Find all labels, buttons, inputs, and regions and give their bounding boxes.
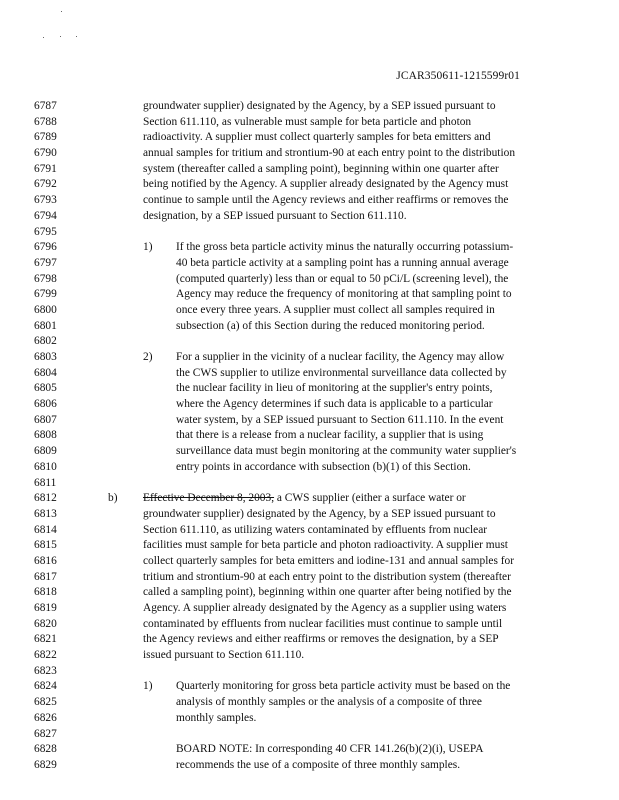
subsection-marker: 1)	[143, 241, 153, 254]
text-line	[0, 554, 619, 570]
line-number: 6829	[34, 758, 57, 771]
text-line	[0, 225, 619, 241]
text-line	[0, 413, 619, 429]
line-text	[176, 303, 495, 319]
line-number: 6822	[34, 649, 57, 662]
line-text	[143, 193, 508, 209]
line-body: groundwater supplier) designated by the Agency, by a SEP issued pursuant to	[143, 100, 496, 112]
scan-speck	[60, 36, 61, 37]
line-text	[143, 99, 496, 115]
line-number: 6789	[34, 131, 57, 144]
line-number: 6800	[34, 303, 57, 316]
line-number: 6795	[34, 225, 57, 238]
line-number: 6821	[34, 633, 57, 646]
line-text	[143, 601, 506, 617]
line-text	[176, 742, 483, 758]
line-text	[143, 146, 515, 162]
text-line	[0, 460, 619, 476]
line-body: once every three years. A supplier must collect all samples required in	[176, 303, 495, 316]
line-body: If the gross beta particle activity minus the naturally occurring potassium-	[176, 241, 514, 254]
line-body: contaminated by effluents from nuclear facilities must continue to sample until	[143, 617, 503, 630]
line-body: that there is a release from a nuclear facility, a supplier that is using	[176, 429, 484, 442]
line-number: 6827	[34, 727, 57, 740]
line-text	[176, 758, 460, 774]
scan-speck	[61, 11, 62, 12]
line-body: Agency. A supplier already designated by the Agency as a supplier using waters	[143, 602, 507, 614]
line-text	[143, 162, 499, 178]
line-number: 6807	[34, 413, 57, 426]
line-number: 6799	[34, 288, 57, 301]
line-number: 6806	[34, 398, 57, 411]
line-text	[143, 554, 514, 570]
line-text	[176, 350, 504, 366]
text-line	[0, 162, 619, 178]
subsection-marker: 1)	[143, 680, 153, 693]
line-number: 6813	[34, 507, 57, 520]
line-number: 6804	[34, 366, 57, 379]
text-line	[0, 428, 619, 444]
text-line	[0, 287, 619, 303]
line-body: Section 611.110, as utilizing waters contaminated by effluents from nuclear	[143, 523, 488, 536]
text-line	[0, 177, 619, 193]
line-text	[176, 272, 508, 288]
line-text	[176, 319, 485, 335]
text-line	[0, 507, 619, 523]
line-number: 6797	[34, 256, 57, 269]
line-number: 6819	[34, 602, 57, 614]
text-line	[0, 523, 619, 539]
line-body: analysis of monthly samples or the analysis of a composite of three	[176, 696, 482, 709]
line-body: the CWS supplier to utilize environmental surveillance data collected by	[176, 366, 507, 379]
text-line	[0, 585, 619, 601]
line-body: water system, by a SEP issued pursuant to Section 611.110. In the event	[176, 413, 504, 426]
line-number: 6798	[34, 272, 57, 285]
line-body: a CWS supplier (either a surface water or	[274, 492, 466, 505]
struck-text: Effective December 8, 2003,	[143, 492, 275, 505]
line-body: the nuclear facility in lieu of monitoring at the supplier's entry points,	[176, 382, 493, 395]
line-number: 6818	[34, 586, 57, 599]
text-line	[0, 444, 619, 460]
line-body: Agency may reduce the frequency of monitoring at that sampling point to	[176, 288, 512, 301]
line-number: 6801	[34, 319, 57, 332]
text-line	[0, 664, 619, 680]
text-line	[0, 491, 619, 507]
text-line	[0, 303, 619, 319]
line-body: Quarterly monitoring for gross beta particle activity must be based on the	[176, 680, 511, 693]
line-text	[143, 538, 508, 554]
text-line	[0, 334, 619, 350]
line-body: called a sampling point), beginning within one quarter after being notified by the	[143, 586, 512, 599]
line-number: 6790	[34, 147, 57, 160]
line-text	[176, 397, 493, 413]
line-number: 6793	[34, 194, 57, 207]
line-body: issued pursuant to Section 611.110.	[143, 649, 305, 662]
line-body: For a supplier in the vicinity of a nuclear facility, the Agency may allow	[176, 351, 505, 363]
line-text	[143, 209, 407, 225]
text-line	[0, 742, 619, 758]
line-body: the Agency reviews and either reaffirms or removes the designation, by a SEP	[143, 633, 499, 646]
line-text	[176, 695, 482, 711]
subsection-marker: 2)	[143, 351, 153, 363]
line-number: 6816	[34, 554, 57, 567]
line-text	[176, 413, 503, 429]
line-text	[176, 256, 509, 272]
line-body: recommends the use of a composite of three monthly samples.	[176, 758, 461, 771]
text-line	[0, 115, 619, 131]
line-number: 6810	[34, 460, 57, 473]
text-line	[0, 711, 619, 727]
text-line	[0, 570, 619, 586]
line-body: monthly samples.	[176, 711, 257, 724]
line-number: 6787	[34, 100, 57, 112]
line-number: 6802	[34, 335, 57, 348]
text-line	[0, 538, 619, 554]
line-text	[143, 648, 304, 664]
scan-speck	[43, 37, 44, 38]
text-line	[0, 209, 619, 225]
line-text	[176, 381, 493, 397]
text-line	[0, 679, 619, 695]
text-line	[0, 617, 619, 633]
text-line	[0, 350, 619, 366]
line-number: 6792	[34, 178, 57, 191]
line-body: Section 611.110, as vulnerable must sample for beta particle and photon	[143, 115, 472, 128]
line-body: 40 beta particle activity at a sampling point has a running annual average	[176, 256, 509, 269]
line-number: 6815	[34, 539, 57, 552]
line-text	[143, 491, 466, 507]
document-header-id: JCAR350611-1215599r01	[396, 70, 520, 82]
text-line	[0, 397, 619, 413]
line-body: where the Agency determines if such data is applicable to a particular	[176, 398, 493, 411]
line-body: continue to sample until the Agency reviews and either reaffirms or removes the	[143, 194, 509, 207]
line-body: entry points in accordance with subsection (b)(1) of this Section.	[176, 460, 471, 473]
line-number: 6814	[34, 523, 57, 536]
line-number: 6820	[34, 617, 57, 630]
line-text	[176, 444, 516, 460]
line-body: tritium and strontium-90 at each entry point to the distribution system (thereafter	[143, 570, 511, 583]
line-number: 6826	[34, 711, 57, 724]
scan-speck	[76, 36, 77, 37]
text-line	[0, 240, 619, 256]
line-text	[176, 287, 512, 303]
line-number: 6825	[34, 696, 57, 709]
line-number: 6794	[34, 209, 57, 222]
text-line	[0, 695, 619, 711]
line-text	[176, 240, 513, 256]
line-number: 6823	[34, 664, 57, 677]
text-line	[0, 381, 619, 397]
text-line	[0, 256, 619, 272]
line-text	[176, 711, 256, 727]
line-body: designation, by a SEP issued pursuant to Section 611.110.	[143, 209, 407, 222]
line-text	[143, 632, 499, 648]
line-body: groundwater supplier) designated by the Agency, by a SEP issued pursuant to	[143, 507, 496, 520]
line-number: 6803	[34, 351, 57, 363]
text-line	[0, 476, 619, 492]
line-body: collect quarterly samples for beta emitters and iodine-131 and annual samples for	[143, 554, 515, 567]
text-line	[0, 146, 619, 162]
line-number: 6828	[34, 743, 57, 756]
line-number: 6817	[34, 570, 57, 583]
line-body: being notified by the Agency. A supplier already designated by the Agency must	[143, 178, 509, 191]
text-line	[0, 130, 619, 146]
line-text	[143, 177, 508, 193]
text-line	[0, 727, 619, 743]
line-text	[143, 523, 487, 539]
line-text	[176, 428, 483, 444]
line-number: 6805	[34, 382, 57, 395]
line-text	[176, 366, 507, 382]
line-body: annual samples for tritium and strontium-90 at each entry point to the distribution	[143, 147, 516, 160]
line-body: (computed quarterly) less than or equal to 50 pCi/L (screening level), the	[176, 272, 509, 285]
text-line	[0, 366, 619, 382]
text-line	[0, 601, 619, 617]
line-number: 6796	[34, 241, 57, 254]
subsection-marker: b)	[108, 492, 118, 505]
line-text	[143, 507, 496, 523]
text-line	[0, 99, 619, 115]
line-number: 6824	[34, 680, 57, 693]
line-number: 6788	[34, 115, 57, 128]
line-text	[143, 130, 491, 146]
line-body: radioactivity. A supplier must collect quarterly samples for beta emitters and	[143, 131, 491, 144]
text-line	[0, 319, 619, 335]
line-text	[143, 570, 511, 586]
text-line	[0, 648, 619, 664]
line-number: 6811	[34, 476, 57, 489]
line-body: facilities must sample for beta particle and photon radioactivity. A supplier must	[143, 539, 508, 552]
line-text	[143, 617, 502, 633]
line-numbered-body	[0, 99, 619, 774]
line-body: surveillance data must begin monitoring at the community water supplier's	[176, 445, 517, 458]
text-line	[0, 632, 619, 648]
line-number: 6808	[34, 429, 57, 442]
text-line	[0, 272, 619, 288]
line-text	[176, 460, 471, 476]
line-number: 6809	[34, 445, 57, 458]
text-line	[0, 193, 619, 209]
text-line	[0, 758, 619, 774]
line-text	[176, 679, 510, 695]
line-number: 6812	[34, 492, 57, 505]
line-text	[143, 585, 512, 601]
line-text	[143, 115, 471, 131]
line-body: subsection (a) of this Section during the reduced monitoring period.	[176, 319, 485, 332]
line-number: 6791	[34, 162, 57, 175]
line-body: system (thereafter called a sampling point), beginning within one quarter after	[143, 162, 499, 175]
line-body: BOARD NOTE: In corresponding 40 CFR 141.26(b)(2)(i), USEPA	[176, 743, 484, 756]
